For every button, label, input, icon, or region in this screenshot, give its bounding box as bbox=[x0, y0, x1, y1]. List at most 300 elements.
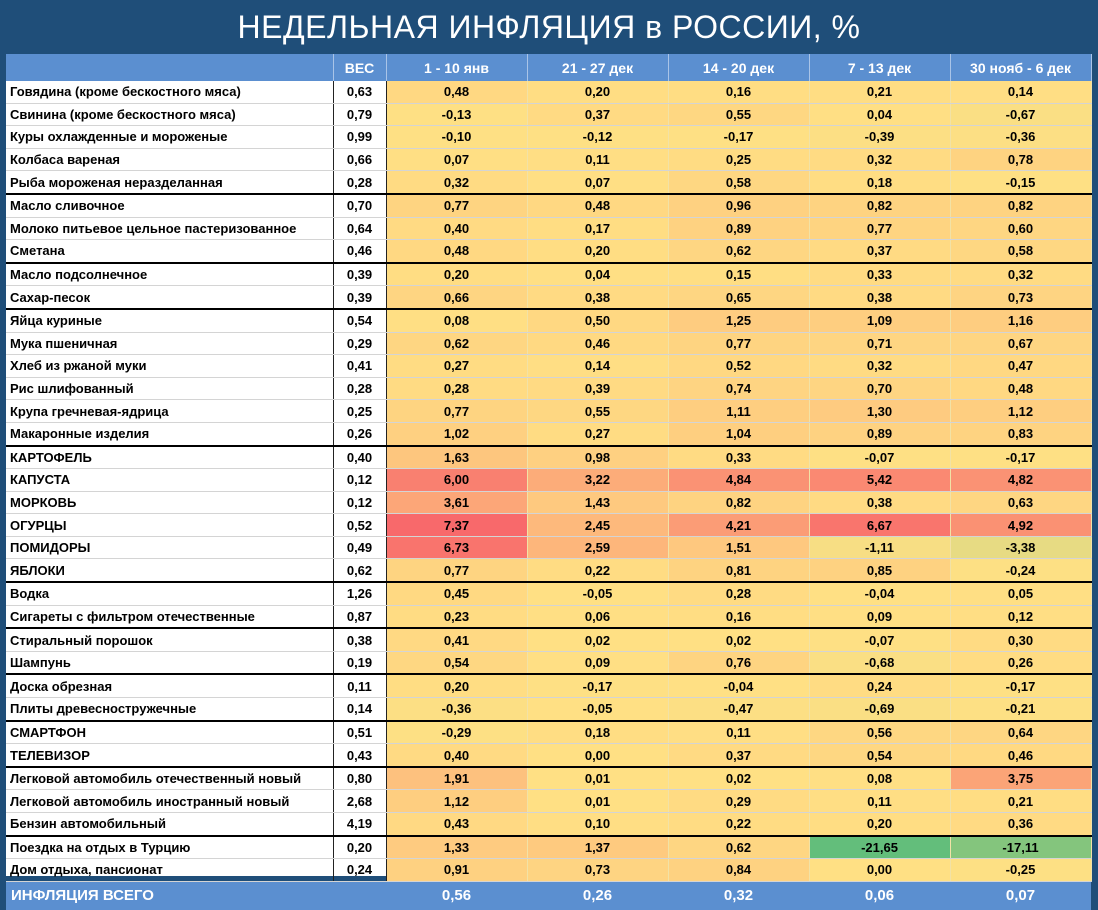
table-row bbox=[6, 514, 1091, 537]
row-weight: 0,12 bbox=[333, 491, 386, 514]
value-cell: -0,15 bbox=[950, 171, 1091, 194]
row-weight: 0,25 bbox=[333, 400, 386, 423]
value-cell: 1,12 bbox=[950, 400, 1091, 423]
table-row bbox=[6, 148, 1091, 171]
row-weight: 0,14 bbox=[333, 698, 386, 721]
value-cell: -0,05 bbox=[527, 582, 668, 605]
total-row bbox=[6, 881, 1091, 910]
inflation-table-container bbox=[6, 54, 1091, 905]
value-cell: 0,27 bbox=[386, 355, 527, 378]
value-cell: 0,82 bbox=[809, 194, 950, 217]
value-cell: 0,89 bbox=[809, 422, 950, 445]
value-cell: 0,48 bbox=[386, 81, 527, 103]
value-cell: 0,82 bbox=[668, 491, 809, 514]
value-cell: 0,52 bbox=[668, 355, 809, 378]
value-cell: 0,46 bbox=[950, 744, 1091, 767]
row-item-name: Доска обрезная bbox=[6, 674, 333, 697]
row-weight: 2,68 bbox=[333, 790, 386, 813]
table-row bbox=[6, 721, 1091, 744]
row-item-name: Макаронные изделия bbox=[6, 422, 333, 445]
row-weight: 0,20 bbox=[333, 836, 386, 859]
value-cell: -0,13 bbox=[386, 103, 527, 126]
row-item-name: СМАРТФОН bbox=[6, 721, 333, 744]
row-weight: 0,49 bbox=[333, 536, 386, 559]
value-cell: 0,30 bbox=[950, 628, 1091, 651]
value-cell: -0,17 bbox=[668, 126, 809, 149]
value-cell: 0,20 bbox=[809, 813, 950, 836]
value-cell: -0,17 bbox=[527, 674, 668, 697]
header-cell-week-3: 14 - 20 дек bbox=[668, 54, 809, 81]
value-cell: 0,32 bbox=[386, 171, 527, 194]
row-weight: 0,46 bbox=[333, 240, 386, 263]
table-row bbox=[6, 605, 1091, 628]
row-item-name: КАРТОФЕЛЬ bbox=[6, 446, 333, 469]
value-cell: 0,60 bbox=[950, 217, 1091, 240]
value-cell: 0,11 bbox=[668, 721, 809, 744]
row-item-name: Крупа гречневая-ядрица bbox=[6, 400, 333, 423]
value-cell: 0,16 bbox=[668, 605, 809, 628]
table-row bbox=[6, 559, 1091, 582]
table-row bbox=[6, 400, 1091, 423]
value-cell: 0,74 bbox=[668, 377, 809, 400]
value-cell: 1,04 bbox=[668, 422, 809, 445]
value-cell: -0,68 bbox=[809, 651, 950, 674]
value-cell: 0,54 bbox=[809, 744, 950, 767]
row-weight: 0,52 bbox=[333, 514, 386, 537]
row-item-name: Яйца куриные bbox=[6, 309, 333, 332]
value-cell: 3,61 bbox=[386, 491, 527, 514]
value-cell: 0,58 bbox=[668, 171, 809, 194]
value-cell: 4,21 bbox=[668, 514, 809, 537]
row-item-name: Легковой автомобиль отечественный новый bbox=[6, 767, 333, 790]
row-weight: 0,99 bbox=[333, 126, 386, 149]
row-item-name: Хлеб из ржаной муки bbox=[6, 355, 333, 378]
row-item-name: Поездка на отдых в Турцию bbox=[6, 836, 333, 859]
value-cell: 0,12 bbox=[950, 605, 1091, 628]
value-cell: 0,50 bbox=[527, 309, 668, 332]
value-cell: 0,05 bbox=[950, 582, 1091, 605]
table-row bbox=[6, 81, 1091, 103]
value-cell: 0,40 bbox=[386, 217, 527, 240]
value-cell: 0,48 bbox=[950, 377, 1091, 400]
value-cell: 0,98 bbox=[527, 446, 668, 469]
row-item-name: Рис шлифованный bbox=[6, 377, 333, 400]
value-cell: 0,55 bbox=[527, 400, 668, 423]
table-row bbox=[6, 744, 1091, 767]
value-cell: 0,37 bbox=[527, 103, 668, 126]
total-value-cell: 0,06 bbox=[809, 881, 950, 910]
row-item-name: Масло подсолнечное bbox=[6, 263, 333, 286]
total-value-cell: 0,56 bbox=[386, 881, 527, 910]
table-row bbox=[6, 674, 1091, 697]
row-weight: 0,43 bbox=[333, 744, 386, 767]
row-item-name: Куры охлажденные и мороженые bbox=[6, 126, 333, 149]
row-weight: 1,26 bbox=[333, 582, 386, 605]
header-cell-week-4: 7 - 13 дек bbox=[809, 54, 950, 81]
row-weight: 0,40 bbox=[333, 446, 386, 469]
table-row bbox=[6, 217, 1091, 240]
value-cell: 0,38 bbox=[527, 286, 668, 309]
value-cell: 0,33 bbox=[668, 446, 809, 469]
row-item-name: ОГУРЦЫ bbox=[6, 514, 333, 537]
table-row bbox=[6, 194, 1091, 217]
value-cell: -21,65 bbox=[809, 836, 950, 859]
value-cell: 0,06 bbox=[527, 605, 668, 628]
row-weight: 0,29 bbox=[333, 332, 386, 355]
value-cell: 0,20 bbox=[527, 240, 668, 263]
value-cell: 0,27 bbox=[527, 422, 668, 445]
row-weight: 0,19 bbox=[333, 651, 386, 674]
value-cell: -17,11 bbox=[950, 836, 1091, 859]
value-cell: 0,28 bbox=[386, 377, 527, 400]
value-cell: 0,04 bbox=[527, 263, 668, 286]
table-row bbox=[6, 103, 1091, 126]
value-cell: 0,09 bbox=[527, 651, 668, 674]
row-item-name: Молоко питьевое цельное пастеризованное bbox=[6, 217, 333, 240]
row-weight: 0,70 bbox=[333, 194, 386, 217]
header-cell-week-5: 30 нояб - 6 дек bbox=[950, 54, 1091, 81]
value-cell: 0,96 bbox=[668, 194, 809, 217]
table-footer bbox=[6, 881, 1091, 910]
value-cell: 0,01 bbox=[527, 767, 668, 790]
value-cell: 0,84 bbox=[668, 859, 809, 882]
table-row bbox=[6, 651, 1091, 674]
value-cell: 6,67 bbox=[809, 514, 950, 537]
table-row bbox=[6, 126, 1091, 149]
row-weight: 0,39 bbox=[333, 263, 386, 286]
row-weight: 0,64 bbox=[333, 217, 386, 240]
table-row bbox=[6, 240, 1091, 263]
row-item-name: КАПУСТА bbox=[6, 469, 333, 492]
table-row bbox=[6, 836, 1091, 859]
value-cell: 0,23 bbox=[386, 605, 527, 628]
row-weight: 0,51 bbox=[333, 721, 386, 744]
value-cell: 4,82 bbox=[950, 469, 1091, 492]
row-weight: 0,87 bbox=[333, 605, 386, 628]
value-cell: 0,20 bbox=[527, 81, 668, 103]
header-cell-weight: ВЕС bbox=[333, 54, 386, 81]
value-cell: 0,18 bbox=[527, 721, 668, 744]
value-cell: 0,14 bbox=[950, 81, 1091, 103]
value-cell: 1,11 bbox=[668, 400, 809, 423]
value-cell: 1,63 bbox=[386, 446, 527, 469]
value-cell: 0,25 bbox=[668, 148, 809, 171]
value-cell: -0,47 bbox=[668, 698, 809, 721]
row-weight: 0,39 bbox=[333, 286, 386, 309]
value-cell: 0,77 bbox=[668, 332, 809, 355]
total-value-cell: 0,07 bbox=[950, 881, 1091, 910]
table-row bbox=[6, 491, 1091, 514]
row-item-name: Говядина (кроме бескостного мяса) bbox=[6, 81, 333, 103]
value-cell: 2,59 bbox=[527, 536, 668, 559]
value-cell: 0,32 bbox=[809, 148, 950, 171]
value-cell: 0,21 bbox=[950, 790, 1091, 813]
value-cell: 1,91 bbox=[386, 767, 527, 790]
value-cell: 0,45 bbox=[386, 582, 527, 605]
inflation-table bbox=[6, 54, 1092, 910]
value-cell: 0,18 bbox=[809, 171, 950, 194]
value-cell: -0,21 bbox=[950, 698, 1091, 721]
value-cell: 0,56 bbox=[809, 721, 950, 744]
value-cell: 0,89 bbox=[668, 217, 809, 240]
value-cell: 0,08 bbox=[809, 767, 950, 790]
value-cell: -0,36 bbox=[950, 126, 1091, 149]
value-cell: 0,24 bbox=[809, 674, 950, 697]
value-cell: -0,12 bbox=[527, 126, 668, 149]
total-value-cell: 0,26 bbox=[527, 881, 668, 910]
value-cell: -0,29 bbox=[386, 721, 527, 744]
value-cell: 0,38 bbox=[809, 286, 950, 309]
total-value-cell: 0,32 bbox=[668, 881, 809, 910]
value-cell: 0,83 bbox=[950, 422, 1091, 445]
value-cell: 0,62 bbox=[668, 240, 809, 263]
row-weight: 0,38 bbox=[333, 628, 386, 651]
value-cell: 0,48 bbox=[527, 194, 668, 217]
value-cell: 0,54 bbox=[386, 651, 527, 674]
value-cell: 0,37 bbox=[668, 744, 809, 767]
value-cell: 1,37 bbox=[527, 836, 668, 859]
value-cell: -0,10 bbox=[386, 126, 527, 149]
row-weight: 0,54 bbox=[333, 309, 386, 332]
value-cell: 0,47 bbox=[950, 355, 1091, 378]
value-cell: 4,84 bbox=[668, 469, 809, 492]
value-cell: 0,20 bbox=[386, 674, 527, 697]
value-cell: 0,46 bbox=[527, 332, 668, 355]
header-row bbox=[6, 54, 1091, 81]
value-cell: 0,91 bbox=[386, 859, 527, 882]
value-cell: 0,11 bbox=[809, 790, 950, 813]
value-cell: 1,33 bbox=[386, 836, 527, 859]
value-cell: 0,70 bbox=[809, 377, 950, 400]
page-title: НЕДЕЛЬНАЯ ИНФЛЯЦИЯ в РОССИИ, % bbox=[237, 9, 861, 45]
row-item-name: МОРКОВЬ bbox=[6, 491, 333, 514]
value-cell: 0,02 bbox=[668, 628, 809, 651]
value-cell: 0,17 bbox=[527, 217, 668, 240]
row-item-name: Масло сливочное bbox=[6, 194, 333, 217]
row-weight: 0,62 bbox=[333, 559, 386, 582]
table-row bbox=[6, 469, 1091, 492]
table-row bbox=[6, 813, 1091, 836]
row-item-name: Плиты древесностружечные bbox=[6, 698, 333, 721]
value-cell: 6,00 bbox=[386, 469, 527, 492]
value-cell: 4,92 bbox=[950, 514, 1091, 537]
table-row bbox=[6, 422, 1091, 445]
value-cell: 6,73 bbox=[386, 536, 527, 559]
value-cell: 0,09 bbox=[809, 605, 950, 628]
value-cell: 7,37 bbox=[386, 514, 527, 537]
table-row bbox=[6, 582, 1091, 605]
row-weight: 0,28 bbox=[333, 377, 386, 400]
row-item-name: Стиральный порошок bbox=[6, 628, 333, 651]
table-row bbox=[6, 309, 1091, 332]
value-cell: 0,22 bbox=[527, 559, 668, 582]
value-cell: 0,71 bbox=[809, 332, 950, 355]
value-cell: 0,22 bbox=[668, 813, 809, 836]
row-weight: 0,66 bbox=[333, 148, 386, 171]
value-cell: -0,04 bbox=[809, 582, 950, 605]
value-cell: 0,07 bbox=[386, 148, 527, 171]
value-cell: 0,16 bbox=[668, 81, 809, 103]
value-cell: 0,20 bbox=[386, 263, 527, 286]
value-cell: -1,11 bbox=[809, 536, 950, 559]
value-cell: 0,32 bbox=[950, 263, 1091, 286]
total-weight-cell bbox=[333, 881, 386, 910]
value-cell: 0,77 bbox=[809, 217, 950, 240]
table-row bbox=[6, 446, 1091, 469]
value-cell: -0,17 bbox=[950, 674, 1091, 697]
row-item-name: ЯБЛОКИ bbox=[6, 559, 333, 582]
table-header bbox=[6, 54, 1091, 81]
header-cell-item bbox=[6, 54, 333, 81]
value-cell: 1,16 bbox=[950, 309, 1091, 332]
row-weight: 0,79 bbox=[333, 103, 386, 126]
value-cell: 0,55 bbox=[668, 103, 809, 126]
table-row bbox=[6, 536, 1091, 559]
value-cell: -0,07 bbox=[809, 628, 950, 651]
value-cell: 0,02 bbox=[668, 767, 809, 790]
value-cell: 1,51 bbox=[668, 536, 809, 559]
table-row bbox=[6, 698, 1091, 721]
row-item-name: Шампунь bbox=[6, 651, 333, 674]
row-item-name: Сахар-песок bbox=[6, 286, 333, 309]
value-cell: 0,43 bbox=[386, 813, 527, 836]
row-item-name: ТЕЛЕВИЗОР bbox=[6, 744, 333, 767]
value-cell: 1,09 bbox=[809, 309, 950, 332]
value-cell: 0,78 bbox=[950, 148, 1091, 171]
table-row bbox=[6, 263, 1091, 286]
row-weight: 0,11 bbox=[333, 674, 386, 697]
row-item-name: Сигареты с фильтром отечественные bbox=[6, 605, 333, 628]
value-cell: 0,77 bbox=[386, 400, 527, 423]
value-cell: 1,25 bbox=[668, 309, 809, 332]
value-cell: 3,22 bbox=[527, 469, 668, 492]
value-cell: 0,32 bbox=[809, 355, 950, 378]
value-cell: 0,65 bbox=[668, 286, 809, 309]
value-cell: 0,38 bbox=[809, 491, 950, 514]
table-row bbox=[6, 859, 1091, 882]
value-cell: 0,08 bbox=[386, 309, 527, 332]
value-cell: -0,04 bbox=[668, 674, 809, 697]
value-cell: -0,69 bbox=[809, 698, 950, 721]
value-cell: 0,67 bbox=[950, 332, 1091, 355]
value-cell: 0,00 bbox=[527, 744, 668, 767]
value-cell: 0,10 bbox=[527, 813, 668, 836]
row-item-name: Водка bbox=[6, 582, 333, 605]
value-cell: -0,39 bbox=[809, 126, 950, 149]
value-cell: 0,28 bbox=[668, 582, 809, 605]
table-row bbox=[6, 286, 1091, 309]
value-cell: -0,17 bbox=[950, 446, 1091, 469]
row-weight: 0,26 bbox=[333, 422, 386, 445]
value-cell: 0,66 bbox=[386, 286, 527, 309]
value-cell: 0,15 bbox=[668, 263, 809, 286]
value-cell: 0,37 bbox=[809, 240, 950, 263]
table-row bbox=[6, 628, 1091, 651]
value-cell: 0,41 bbox=[386, 628, 527, 651]
value-cell: 1,43 bbox=[527, 491, 668, 514]
table-row bbox=[6, 355, 1091, 378]
table-row bbox=[6, 767, 1091, 790]
value-cell: 0,62 bbox=[668, 836, 809, 859]
value-cell: -0,24 bbox=[950, 559, 1091, 582]
value-cell: 0,63 bbox=[950, 491, 1091, 514]
table-row bbox=[6, 332, 1091, 355]
value-cell: 5,42 bbox=[809, 469, 950, 492]
value-cell: 3,75 bbox=[950, 767, 1091, 790]
row-item-name: Дом отдыха, пансионат bbox=[6, 859, 333, 882]
value-cell: -0,25 bbox=[950, 859, 1091, 882]
value-cell: 1,02 bbox=[386, 422, 527, 445]
value-cell: 0,48 bbox=[386, 240, 527, 263]
value-cell: 0,07 bbox=[527, 171, 668, 194]
value-cell: 1,12 bbox=[386, 790, 527, 813]
value-cell: -0,07 bbox=[809, 446, 950, 469]
row-item-name: Бензин автомобильный bbox=[6, 813, 333, 836]
header-cell-week-1: 1 - 10 янв bbox=[386, 54, 527, 81]
table-row bbox=[6, 171, 1091, 194]
value-cell: -0,67 bbox=[950, 103, 1091, 126]
value-cell: -0,05 bbox=[527, 698, 668, 721]
row-weight: 4,19 bbox=[333, 813, 386, 836]
row-item-name: Легковой автомобиль иностранный новый bbox=[6, 790, 333, 813]
value-cell: 0,33 bbox=[809, 263, 950, 286]
value-cell: 0,85 bbox=[809, 559, 950, 582]
value-cell: 0,62 bbox=[386, 332, 527, 355]
value-cell: 0,40 bbox=[386, 744, 527, 767]
value-cell: 0,73 bbox=[950, 286, 1091, 309]
row-item-name: Сметана bbox=[6, 240, 333, 263]
table-body bbox=[6, 81, 1091, 881]
value-cell: 0,14 bbox=[527, 355, 668, 378]
header-cell-week-2: 21 - 27 дек bbox=[527, 54, 668, 81]
value-cell: 0,02 bbox=[527, 628, 668, 651]
value-cell: 0,64 bbox=[950, 721, 1091, 744]
value-cell: 0,36 bbox=[950, 813, 1091, 836]
row-weight: 0,28 bbox=[333, 171, 386, 194]
row-item-name: Рыба мороженая неразделанная bbox=[6, 171, 333, 194]
row-weight: 0,24 bbox=[333, 859, 386, 882]
total-label: ИНФЛЯЦИЯ ВСЕГО bbox=[6, 881, 333, 910]
value-cell: -0,36 bbox=[386, 698, 527, 721]
row-weight: 0,63 bbox=[333, 81, 386, 103]
value-cell: 0,01 bbox=[527, 790, 668, 813]
value-cell: -3,38 bbox=[950, 536, 1091, 559]
value-cell: 0,82 bbox=[950, 194, 1091, 217]
value-cell: 0,81 bbox=[668, 559, 809, 582]
value-cell: 0,76 bbox=[668, 651, 809, 674]
value-cell: 0,00 bbox=[809, 859, 950, 882]
value-cell: 0,73 bbox=[527, 859, 668, 882]
table-row bbox=[6, 790, 1091, 813]
value-cell: 0,77 bbox=[386, 559, 527, 582]
value-cell: 0,26 bbox=[950, 651, 1091, 674]
row-item-name: Колбаса вареная bbox=[6, 148, 333, 171]
row-item-name: Свинина (кроме бескостного мяса) bbox=[6, 103, 333, 126]
value-cell: 0,29 bbox=[668, 790, 809, 813]
row-item-name: Мука пшеничная bbox=[6, 332, 333, 355]
table-row bbox=[6, 377, 1091, 400]
value-cell: 0,04 bbox=[809, 103, 950, 126]
value-cell: 2,45 bbox=[527, 514, 668, 537]
value-cell: 0,11 bbox=[527, 148, 668, 171]
value-cell: 0,58 bbox=[950, 240, 1091, 263]
row-item-name: ПОМИДОРЫ bbox=[6, 536, 333, 559]
value-cell: 0,21 bbox=[809, 81, 950, 103]
row-weight: 0,12 bbox=[333, 469, 386, 492]
row-weight: 0,41 bbox=[333, 355, 386, 378]
row-weight: 0,80 bbox=[333, 767, 386, 790]
value-cell: 0,77 bbox=[386, 194, 527, 217]
